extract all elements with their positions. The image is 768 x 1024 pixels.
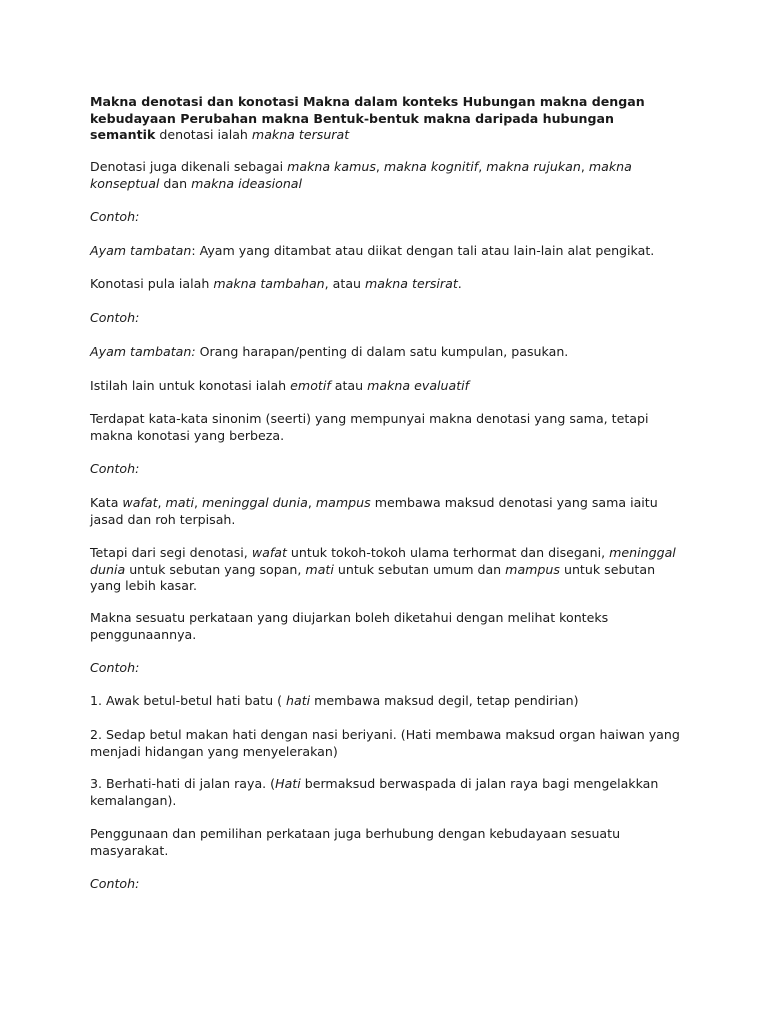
example-label: Contoh:	[90, 310, 140, 325]
heading-paragraph: Makna denotasi dan konotasi Makna dalam konteks Hubungan makna dengan kebudayaan Perubahan makna Bentuk-bentuk makna daripada hubungan semantik denotasi ialah makna tersurat	[90, 94, 645, 142]
usage-paragraph: Tetapi dari segi denotasi, wafat untuk tokoh-tokoh ulama terhormat dan disegani, meninggal dunia untuk sebutan yang sopan, mati untuk sebutan umum dan mampus untuk sebutan yang lebih kasar.	[90, 545, 676, 593]
list-item: 3. Berhati-hati di jalan raya. (Hati bermaksud berwaspada di jalan raya bagi mengelakkan kemalangan).	[90, 776, 659, 808]
example-label: Contoh:	[90, 461, 140, 476]
example-denotation: Ayam tambatan: Ayam yang ditambat atau diikat dengan tali atau lain-lain alat pengikat.	[90, 243, 655, 258]
connotation-terms: Istilah lain untuk konotasi ialah emotif atau makna evaluatif	[90, 378, 470, 393]
list-item: 2. Sedap betul makan hati dengan nasi beriyani. (Hati membawa maksud organ haiwan yang menjadi hidangan yang menyelerakan)	[90, 727, 680, 759]
example-connotation: Ayam tambatan: Orang harapan/penting di dalam satu kumpulan, pasukan.	[90, 344, 569, 359]
list-item: 1. Awak betul-betul hati batu ( hati membawa maksud degil, tetap pendirian)	[90, 693, 579, 708]
example-label: Contoh:	[90, 660, 140, 675]
synonym-example: Kata wafat, mati, meninggal dunia, mampus membawa maksud denotasi yang sama iaitu jasad dan roh terpisah.	[90, 495, 658, 527]
connotation-definition: Konotasi pula ialah makna tambahan, atau makna tersirat.	[90, 276, 462, 291]
denotation-synonyms-paragraph: Denotasi juga dikenali sebagai makna kamus, makna kognitif, makna rujukan, makna konseptual dan makna ideasional	[90, 159, 632, 191]
context-paragraph: Makna sesuatu perkataan yang diujarkan boleh diketahui dengan melihat konteks penggunaannya.	[90, 610, 609, 642]
synonym-paragraph: Terdapat kata-kata sinonim (seerti) yang mempunyai makna denotasi yang sama, tetapi makna konotasi yang berbeza.	[90, 411, 649, 443]
example-label: Contoh:	[90, 876, 140, 891]
culture-paragraph: Penggunaan dan pemilihan perkataan juga berhubung dengan kebudayaan sesuatu masyarakat.	[90, 826, 621, 858]
document-heading: Makna denotasi dan konotasi Makna dalam konteks Hubungan makna dengan kebudayaan Perubahan makna Bentuk-bentuk makna daripada hubungan semantik	[90, 94, 645, 142]
example-label: Contoh:	[90, 209, 140, 224]
